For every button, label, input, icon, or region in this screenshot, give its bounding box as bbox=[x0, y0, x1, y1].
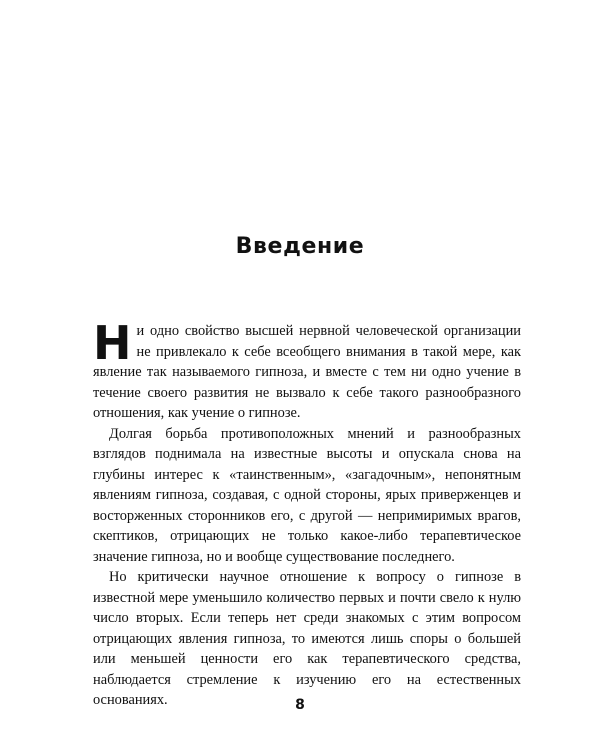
paragraph-3: Но критически научное отношение к вопросу о гипнозе в известной мере уменьшило количество первых и почти свело к нулю число вторых. Если теперь нет среди знакомых с этим вопросом отрицающих явления гипноза, то имеются лишь споры о большей или меньшей ценности его как терапевтического средства, наблюдается стремление к изучению его на естественных основаниях. bbox=[93, 569, 521, 708]
chapter-title: Введение bbox=[235, 234, 365, 259]
drop-cap: Н bbox=[93, 316, 132, 370]
chapter-body bbox=[93, 316, 521, 711]
paragraph-1-text: и одно свойство высшей нервной человеческой организации не привлекало к себе всеобщего внимания в такой мере, как явление так называемого гипноза, и вместе с тем ни одно учение в течение своего развития не вызвало к себе такого разнообразного отношения, как учение о гипнозе. bbox=[93, 323, 521, 421]
paragraph-2: Долгая борьба противоположных мнений и разнообразных взглядов поднимала на известные высоты и опускала снова на глубины интерес к «таинственным», «загадочным», непонятным явлениям гипноза, создавая, с одной стороны, ярых приверженцев и восторженных сторонников его, с другой — непримиримых врагов, скептиков, отрицающих не только какое-либо терапевтическое значение гипноза, но и вообще существование последнего. bbox=[93, 425, 521, 565]
paragraph-1 bbox=[93, 316, 521, 424]
page-number: 8 bbox=[295, 697, 305, 713]
